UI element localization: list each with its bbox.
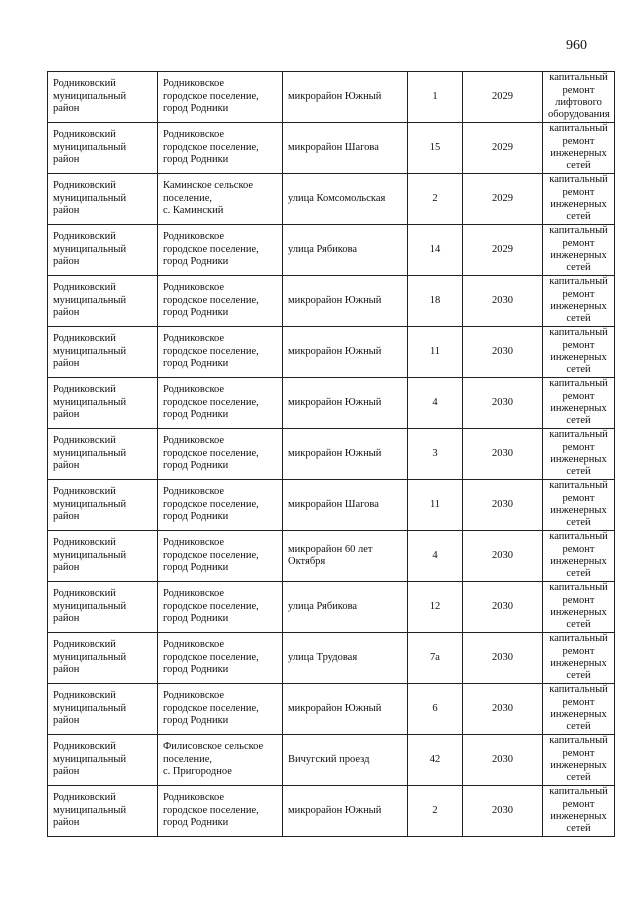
work-type-cell: капитальный ремонт инженерных сетей (543, 684, 615, 735)
work-type-cell: капитальный ремонт инженерных сетей (543, 582, 615, 633)
house-number-cell: 11 (408, 480, 463, 531)
district-cell: Родниковский муниципальный район (48, 72, 158, 123)
district-cell: Родниковский муниципальный район (48, 276, 158, 327)
table-row (48, 72, 615, 123)
table-row (48, 225, 615, 276)
work-type-cell: капитальный ремонт инженерных сетей (543, 327, 615, 378)
work-type-cell: капитальный ремонт инженерных сетей (543, 786, 615, 837)
street-cell: микрорайон Южный (283, 327, 408, 378)
district-cell: Родниковский муниципальный район (48, 174, 158, 225)
work-type-cell: капитальный ремонт инженерных сетей (543, 225, 615, 276)
settlement-cell: Родниковское городское поселение, город Родники (158, 633, 283, 684)
year-cell: 2030 (463, 735, 543, 786)
street-cell: улица Трудовая (283, 633, 408, 684)
district-cell: Родниковский муниципальный район (48, 378, 158, 429)
house-number-cell: 4 (408, 531, 463, 582)
street-cell: микрорайон Южный (283, 378, 408, 429)
year-cell: 2030 (463, 633, 543, 684)
settlement-cell: Родниковское городское поселение, город Родники (158, 327, 283, 378)
district-cell: Родниковский муниципальный район (48, 429, 158, 480)
district-cell: Родниковский муниципальный район (48, 786, 158, 837)
work-type-cell: капитальный ремонт инженерных сетей (543, 276, 615, 327)
district-cell: Родниковский муниципальный район (48, 633, 158, 684)
year-cell: 2029 (463, 72, 543, 123)
year-cell: 2030 (463, 786, 543, 837)
year-cell: 2030 (463, 684, 543, 735)
year-cell: 2030 (463, 480, 543, 531)
house-number-cell: 1 (408, 72, 463, 123)
street-cell: микрорайон Шагова (283, 123, 408, 174)
district-cell: Родниковский муниципальный район (48, 123, 158, 174)
year-cell: 2030 (463, 429, 543, 480)
house-number-cell: 18 (408, 276, 463, 327)
table-row (48, 378, 615, 429)
work-type-cell: капитальный ремонт инженерных сетей (543, 429, 615, 480)
table-row (48, 327, 615, 378)
settlement-cell: Родниковское городское поселение, город Родники (158, 429, 283, 480)
table-row (48, 276, 615, 327)
work-type-cell: капитальный ремонт инженерных сетей (543, 633, 615, 684)
year-cell: 2030 (463, 531, 543, 582)
table-row (48, 582, 615, 633)
house-number-cell: 7а (408, 633, 463, 684)
year-cell: 2030 (463, 327, 543, 378)
house-number-cell: 6 (408, 684, 463, 735)
year-cell: 2029 (463, 225, 543, 276)
settlement-cell: Родниковское городское поселение, город Родники (158, 225, 283, 276)
settlement-cell: Каминское сельское поселение, с. Каминский (158, 174, 283, 225)
settlement-cell: Родниковское городское поселение, город Родники (158, 684, 283, 735)
year-cell: 2030 (463, 276, 543, 327)
district-cell: Родниковский муниципальный район (48, 480, 158, 531)
table-row (48, 480, 615, 531)
street-cell: микрорайон Южный (283, 684, 408, 735)
district-cell: Родниковский муниципальный район (48, 582, 158, 633)
settlement-cell: Родниковское городское поселение, город Родники (158, 378, 283, 429)
work-type-cell: капитальный ремонт инженерных сетей (543, 735, 615, 786)
year-cell: 2030 (463, 582, 543, 633)
street-cell: микрорайон Южный (283, 276, 408, 327)
house-number-cell: 4 (408, 378, 463, 429)
year-cell: 2030 (463, 378, 543, 429)
street-cell: микрорайон Южный (283, 786, 408, 837)
street-cell: Вичугский проезд (283, 735, 408, 786)
table-row (48, 633, 615, 684)
house-number-cell: 2 (408, 174, 463, 225)
street-cell: микрорайон Южный (283, 429, 408, 480)
street-cell: микрорайон Южный (283, 72, 408, 123)
table-row (48, 531, 615, 582)
work-type-cell: капитальный ремонт лифтового оборудования (543, 72, 615, 123)
work-type-cell: капитальный ремонт инженерных сетей (543, 531, 615, 582)
street-cell: микрорайон 60 лет Октября (283, 531, 408, 582)
house-number-cell: 3 (408, 429, 463, 480)
table-row (48, 684, 615, 735)
settlement-cell: Родниковское городское поселение, город Родники (158, 72, 283, 123)
settlement-cell: Родниковское городское поселение, город Родники (158, 276, 283, 327)
street-cell: улица Рябикова (283, 582, 408, 633)
house-number-cell: 11 (408, 327, 463, 378)
table-row (48, 429, 615, 480)
district-cell: Родниковский муниципальный район (48, 684, 158, 735)
registry-table (47, 71, 615, 837)
table-row (48, 735, 615, 786)
district-cell: Родниковский муниципальный район (48, 225, 158, 276)
settlement-cell: Родниковское городское поселение, город Родники (158, 531, 283, 582)
year-cell: 2029 (463, 123, 543, 174)
settlement-cell: Родниковское городское поселение, город Родники (158, 582, 283, 633)
year-cell: 2029 (463, 174, 543, 225)
page-number: 960 (566, 38, 587, 53)
district-cell: Родниковский муниципальный район (48, 327, 158, 378)
house-number-cell: 14 (408, 225, 463, 276)
street-cell: микрорайон Шагова (283, 480, 408, 531)
settlement-cell: Родниковское городское поселение, город Родники (158, 786, 283, 837)
table-row (48, 786, 615, 837)
house-number-cell: 12 (408, 582, 463, 633)
registry-table-body (48, 72, 615, 837)
settlement-cell: Родниковское городское поселение, город Родники (158, 123, 283, 174)
table-row (48, 174, 615, 225)
settlement-cell: Родниковское городское поселение, город Родники (158, 480, 283, 531)
work-type-cell: капитальный ремонт инженерных сетей (543, 123, 615, 174)
work-type-cell: капитальный ремонт инженерных сетей (543, 378, 615, 429)
district-cell: Родниковский муниципальный район (48, 531, 158, 582)
work-type-cell: капитальный ремонт инженерных сетей (543, 480, 615, 531)
settlement-cell: Филисовское сельское поселение, с. Пригородное (158, 735, 283, 786)
work-type-cell: капитальный ремонт инженерных сетей (543, 174, 615, 225)
table-row (48, 123, 615, 174)
district-cell: Родниковский муниципальный район (48, 735, 158, 786)
street-cell: улица Рябикова (283, 225, 408, 276)
house-number-cell: 2 (408, 786, 463, 837)
house-number-cell: 42 (408, 735, 463, 786)
street-cell: улица Комсомольская (283, 174, 408, 225)
house-number-cell: 15 (408, 123, 463, 174)
